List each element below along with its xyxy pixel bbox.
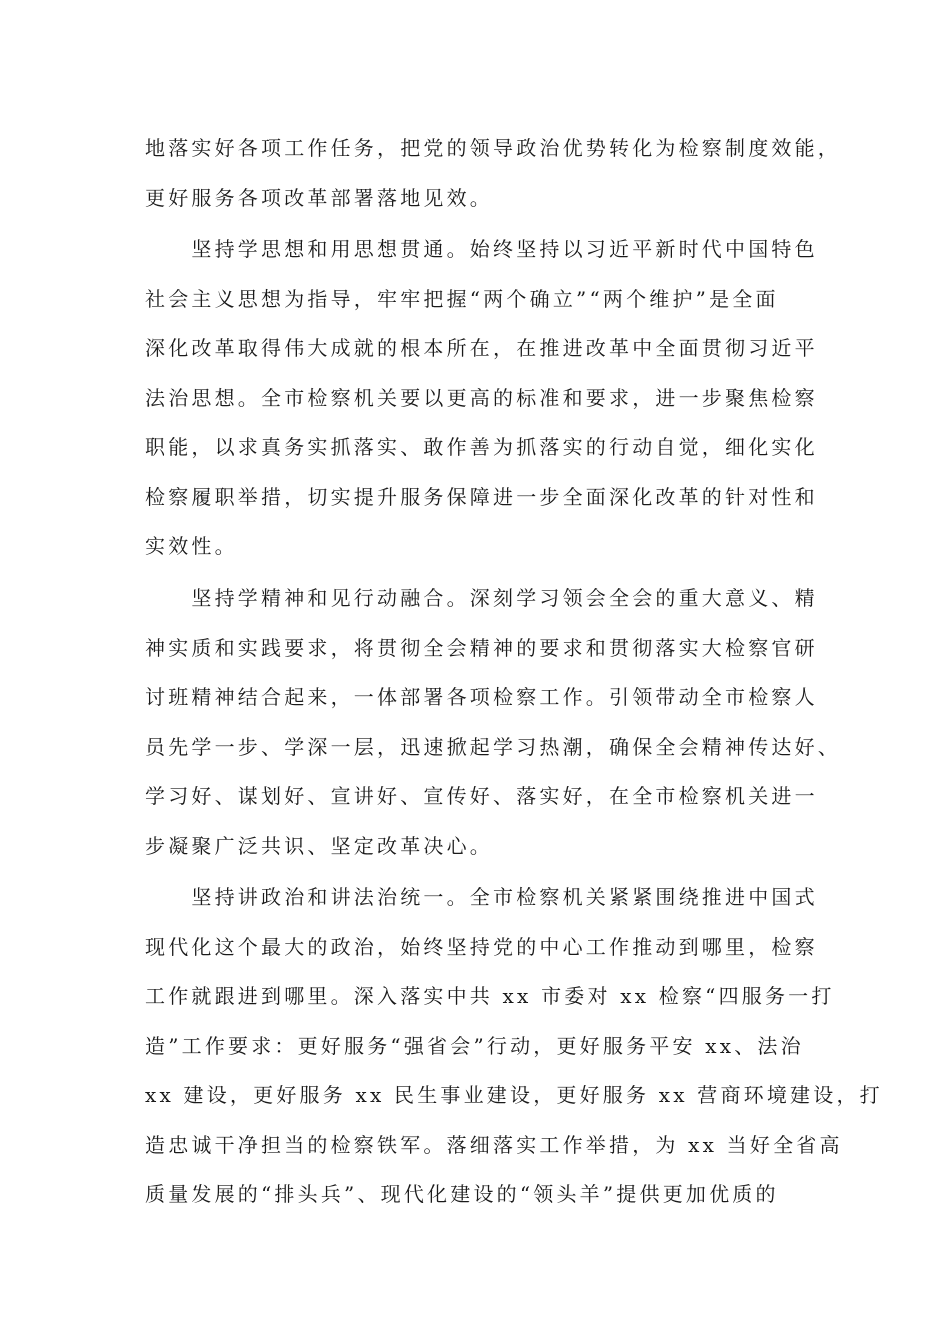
text-line: 检察履职举措，切实提升服务保障进一步全面深化改革的针对性和	[145, 484, 818, 509]
text-line: 造”工作要求：更好服务“强省会”行动，更好服务平安 xx、法治	[145, 1033, 804, 1058]
text-line: 坚持学思想和用思想贯通。始终坚持以习近平新时代中国特色	[145, 237, 818, 261]
text-line: 地落实好各项工作任务，把党的领导政治优势转化为检察制度效能，	[145, 136, 841, 160]
text-line: 员先学一步、学深一层，迅速掀起学习热潮，确保全会精神传达好、	[145, 734, 841, 759]
paragraph-study-thought	[145, 225, 825, 572]
text-line: 造忠诚干净担当的检察铁军。落细落实工作举措，为 xx 当好全省高	[145, 1132, 843, 1157]
text-line: 法治思想。全市检察机关要以更高的标准和要求，进一步聚焦检察	[145, 385, 818, 410]
text-line: 学习好、谋划好、宣讲好、宣传好、落实好，在全市检察机关进一	[145, 784, 818, 808]
text-line: 坚持讲政治和讲法治统一。全市检察机关紧紧围绕推进中国式	[145, 885, 818, 909]
text-line: 深化改革取得伟大成就的根本所在，在推进改革中全面贯彻习近平	[145, 336, 818, 360]
text-line: 工作就跟进到哪里。深入落实中共 xx 市委对 xx 检察“四服务一打	[145, 984, 835, 1008]
text-line: 实效性。	[145, 534, 238, 558]
text-line: 质量发展的“排头兵”、现代化建设的“领头羊”提供更加优质的	[145, 1182, 779, 1206]
paragraph-continuation	[145, 124, 841, 223]
text-line: 社会主义思想为指导，牢牢把握“两个确立”“两个维护”是全面	[145, 286, 779, 311]
text-line: 步凝聚广泛共识、坚定改革决心。	[145, 833, 493, 858]
paragraph-study-spirit	[145, 574, 841, 871]
text-line: 讨班精神结合起来，一体部署各项检察工作。引领带动全市检察人	[145, 685, 818, 709]
paragraph-politics-law	[145, 873, 883, 1220]
text-line: 更好服务各项改革部署落地见效。	[145, 185, 493, 210]
text-line: 神实质和实践要求，将贯彻全会精神的要求和贯彻落实大检察官研	[145, 635, 818, 660]
text-line: xx 建设，更好服务 xx 民生事业建设，更好服务 xx 营商环境建设，打	[145, 1083, 883, 1107]
text-line: 现代化这个最大的政治，始终坚持党的中心工作推动到哪里，检察	[145, 934, 818, 959]
text-line: 坚持学精神和见行动融合。深刻学习领会全会的重大意义、精	[145, 586, 818, 610]
text-line: 职能，以求真务实抓落实、敢作善为抓落实的行动自觉，细化实化	[145, 435, 818, 459]
